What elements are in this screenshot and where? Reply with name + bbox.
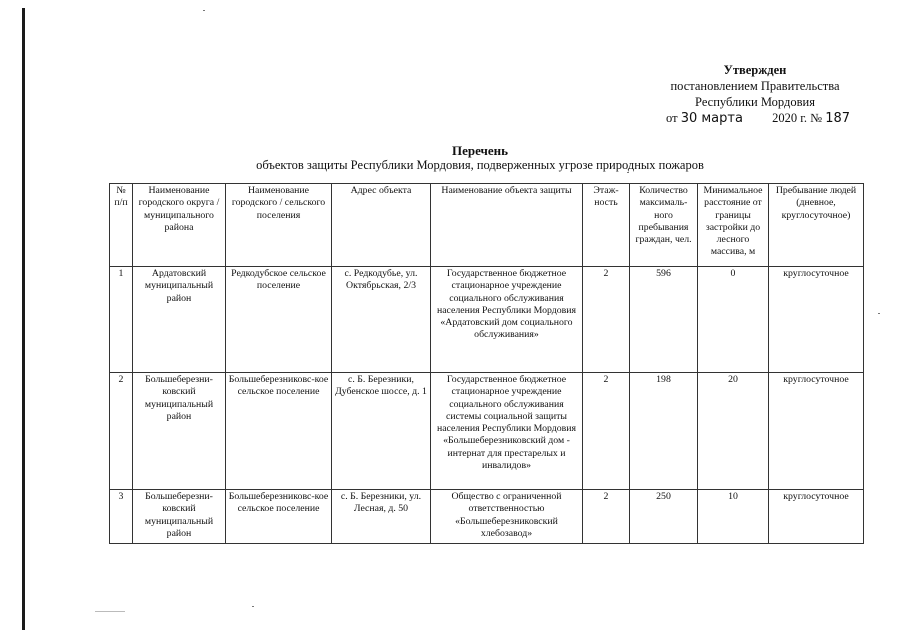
- header-object: Наименование объекта защиты: [431, 184, 583, 267]
- scan-speck: [878, 313, 880, 314]
- header-settlement: Наименование городского / сельского поселения: [226, 184, 332, 267]
- cell-district: Большеберезни-ковский муниципальный район: [133, 490, 226, 544]
- cell-stay: круглосуточное: [769, 267, 864, 373]
- cell-distance: 0: [698, 267, 769, 373]
- cell-stay: круглосуточное: [769, 490, 864, 544]
- decree-number: 187: [825, 111, 851, 126]
- cell-settlement: Большеберезниковс-кое сельское поселение: [226, 490, 332, 544]
- objects-table: [109, 183, 864, 544]
- cell-num: 3: [110, 490, 133, 544]
- cell-max-people: 596: [630, 267, 698, 373]
- cell-object: Государственное бюджетное стационарное учреждение социального обслуживания населения Республики Мордовия «Ардатовский дом социального обслуживания»: [431, 267, 583, 373]
- header-stay: Пребывание людей (дневное, круглосуточное): [769, 184, 864, 267]
- cell-distance: 10: [698, 490, 769, 544]
- cell-address: с. Б. Березники, ул. Лесная, д. 50: [332, 490, 431, 544]
- cell-num: 2: [110, 373, 133, 490]
- cell-district: Большеберезни-ковский муниципальный район: [133, 373, 226, 490]
- cell-max-people: 250: [630, 490, 698, 544]
- cell-num: 1: [110, 267, 133, 373]
- approval-line-1: постановлением Правительства: [670, 79, 840, 93]
- header-floors: Этаж-ность: [583, 184, 630, 267]
- cell-floors: 2: [583, 267, 630, 373]
- cell-stay: круглосуточное: [769, 373, 864, 490]
- scan-speck: [95, 611, 125, 612]
- cell-floors: 2: [583, 490, 630, 544]
- approval-date: [640, 110, 870, 127]
- header-district: Наименование городского округа / муниципального района: [133, 184, 226, 267]
- approval-title: Утвержден: [723, 63, 787, 77]
- scan-speck: [203, 10, 205, 11]
- header-num: № п/п: [110, 184, 133, 267]
- table-row: [110, 373, 864, 490]
- approval-line-2: Республики Мордовия: [695, 95, 815, 109]
- document-subtitle: объектов защиты Республики Мордовия, подверженных угрозе природных пожаров: [256, 158, 704, 172]
- cell-district: Ардатовский муниципальный район: [133, 267, 226, 373]
- document-title: Перечень: [451, 143, 509, 158]
- header-address: Адрес объекта: [332, 184, 431, 267]
- cell-object: Общество с ограниченной ответственностью «Большеберезниковский хлебозавод»: [431, 490, 583, 544]
- header-distance: Минимальное расстояние от границы застройки до лесного массива, м: [698, 184, 769, 267]
- cell-max-people: 198: [630, 373, 698, 490]
- header-max-people: Количество максималь-ного пребывания граждан, чел.: [630, 184, 698, 267]
- date-year: 2020 г. №: [772, 111, 823, 125]
- cell-floors: 2: [583, 373, 630, 490]
- date-handwritten: 30 марта: [680, 111, 743, 126]
- table-header-row: [110, 184, 864, 267]
- scan-speck: [252, 606, 254, 607]
- table-row: [110, 490, 864, 544]
- cell-settlement: Большеберезниковс-кое сельское поселение: [226, 373, 332, 490]
- approval-block: [640, 62, 870, 127]
- date-prefix: от: [666, 111, 678, 125]
- scan-edge: [22, 8, 25, 630]
- table-row: [110, 267, 864, 373]
- cell-address: с. Б. Березники, Дубенское шоссе, д. 1: [332, 373, 431, 490]
- cell-settlement: Редкодубское сельское поселение: [226, 267, 332, 373]
- cell-distance: 20: [698, 373, 769, 490]
- cell-address: с. Редкодубье, ул. Октябрьская, 2/3: [332, 267, 431, 373]
- cell-object: Государственное бюджетное стационарное учреждение социального обслуживания системы социальной защиты населения Республики Мордовия «Большеберезниковский дом - интернат для престарелых и инвалидов»: [431, 373, 583, 490]
